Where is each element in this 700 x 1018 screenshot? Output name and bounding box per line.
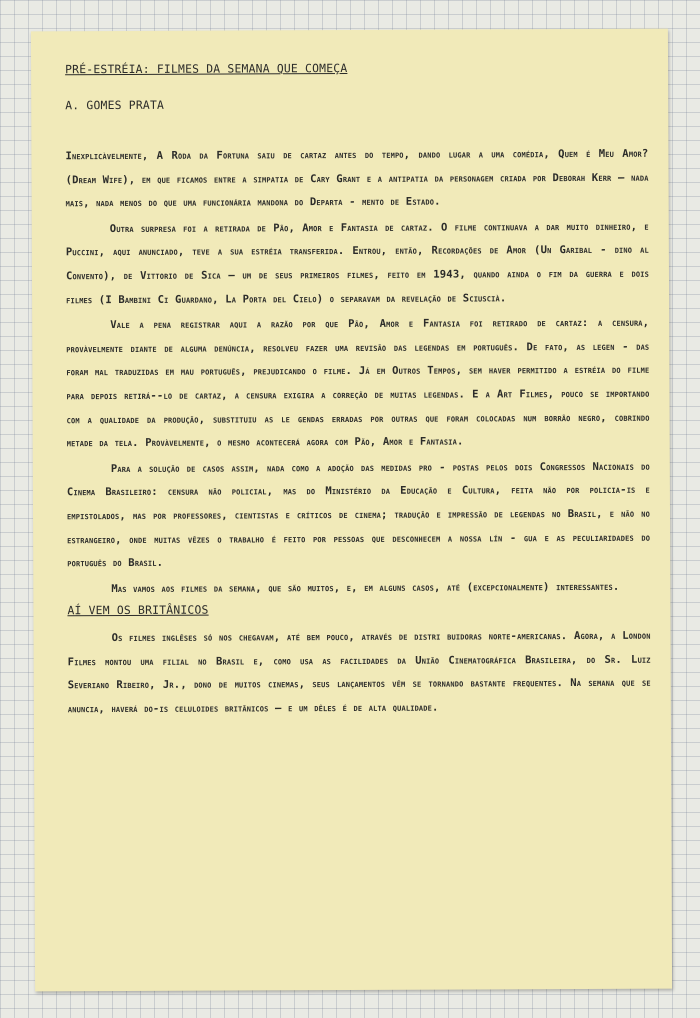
author-name: A. GOMES PRATA xyxy=(65,97,165,113)
section-heading: AÍ VEM OS BRITÂNICOS xyxy=(67,602,209,618)
typed-page xyxy=(31,29,672,992)
paragraph: Mas vamos aos filmes da semana, que são muitos, e, em alguns casos, até (excepcionalmente) interessantes. xyxy=(111,580,620,595)
paragraph: Os filmes inglêses só nos chegavam, até bem pouco, através de distri buidoras norte-americanas. Agora, a London Filmes montou uma filial no Brasil e, como usa as facilidades da União Cinematográfica Brasileira, do Sr. Luiz Severiano Ribeiro, Jr., dono de muitos cinemas, seus lançamentos vêm se tornando bastante frequentes. Na semana que se anuncia, haverá do-is celuloides britânicos — e um dêles é de alta qualidade. xyxy=(67,629,651,716)
paragraph: Outra surpresa foi a retirada de Pão, Amor e Fantasia de cartaz. O filme continuava a dar muito dinheiro, e Puccini, aqui anunciado, teve a sua estréia transferida. Entrou, então, Recordações de Amor (Un Garibal - dino al Convento), de Vittorio de Sica — um de seus primeiros filmes, feito em 1943, quando ainda o fim da guerra e dois filmes (I Bambini Ci Guardano, La Porta del Cielo) o separavam da revelação de Sciuscià. xyxy=(65,220,649,306)
paragraph: Para a solução de casos assim, nada como a adoção das medidas pro - postas pelos dois Congressos Nacionais do Cinema Brasileiro: censura não policial, mas do Ministério da Educação e Cultura, feita não por policia-is e empistolados, mas por professores, cientistas e críticos de cinema; tradução e impressão de legendas no Brasil, e não no estrangeiro, onde muitas vêzes o trabalho é feito por pessoas que desconhecem a nossa lín - gua e as peculiaridades do português do Brasil. xyxy=(66,460,651,570)
paragraph: Vale a pena registrar aqui a razão por que Pão, Amor e Fantasia foi retirado de cartaz: a censura, provàvelmente diante de alguma denúncia, resolveu fazer uma revisão das legendas em português. De fato, as legen - das foram mal traduzidas em mau português, prejudicando o filme. Já em Outros Tempos, sem haver permitido a estréia do filme para depois retirá--lo de cartaz, a censura exigira a correção de muitas legendas. E a Art Filmes, pouco se importando com a qualidade da produção, substituiu as le gendas erradas por outras que foram colocadas num borrão negro, cobrindo metade da tela. Provàvelmente, o mesmo acontecerá agora com Pão, Amor e Fantasia. xyxy=(66,316,650,450)
paragraph: Inexplicàvelmente, A Roda da Fortuna saiu de cartaz antes do tempo, dando lugar a uma comédia, Quem é Meu Amor? (Dream Wife), em que ficamos entre a simpatia de Cary Grant e a antipatia da personagem criada por Deborah Kerr — nada mais, nada menos do que uma funcionária mandona do Departa - mento de Estado. xyxy=(65,147,649,210)
article-title: PRÉ-ESTRÉIA: FILMES DA SEMANA QUE COMEÇA xyxy=(65,61,348,77)
